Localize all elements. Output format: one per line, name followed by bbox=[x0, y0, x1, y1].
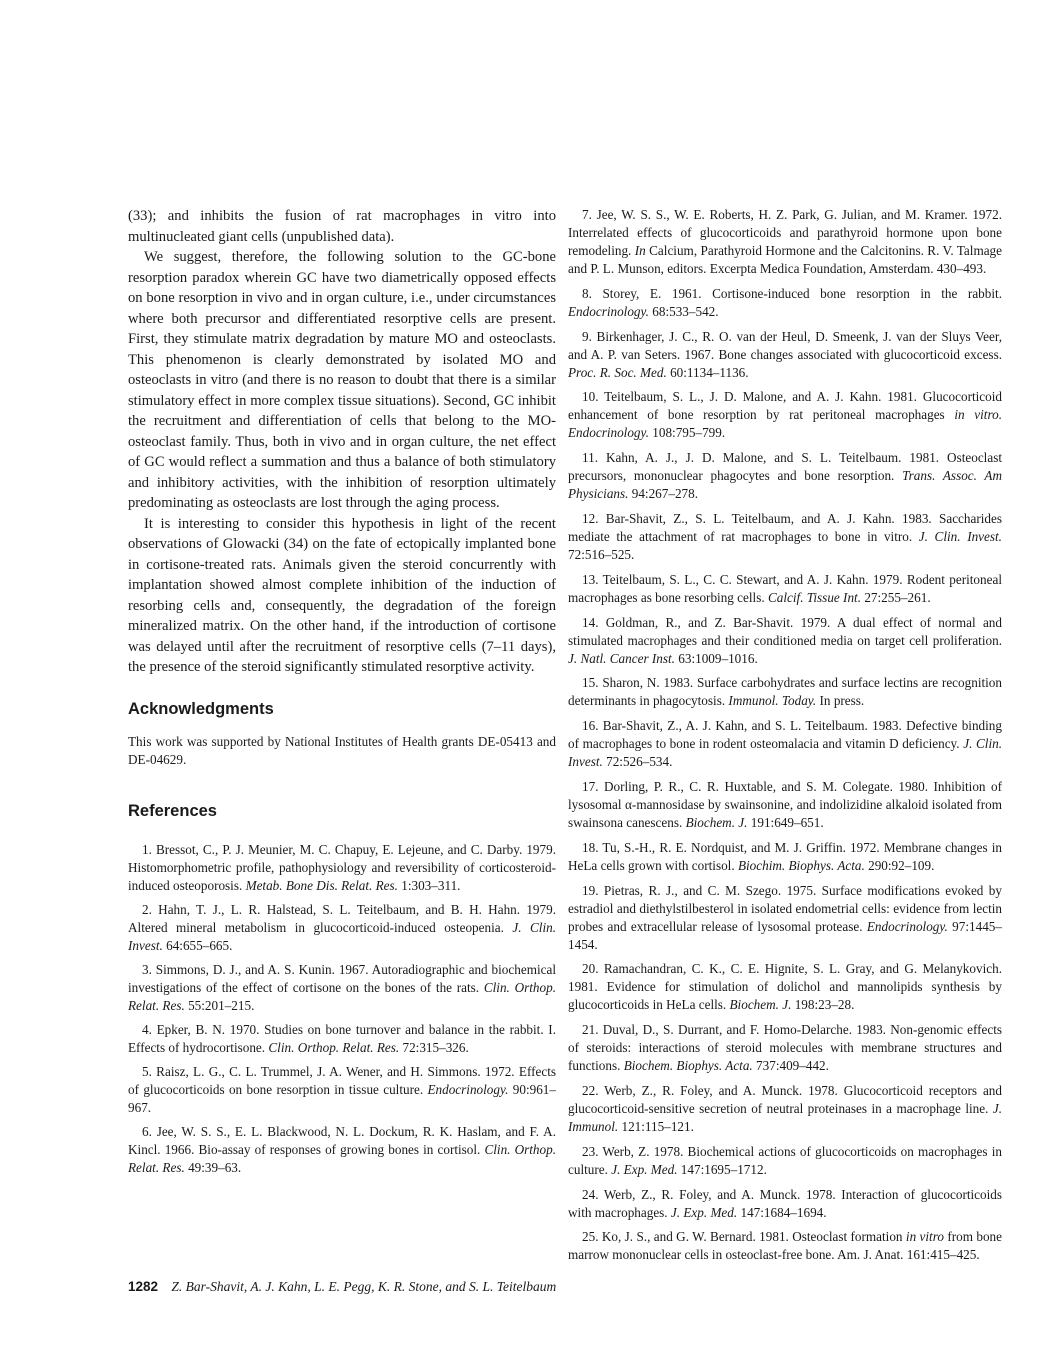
reference-item: 20. Ramachandran, C. K., C. E. Hignite, S. L. Gray, and G. Melanykovich. 1981. Evidence for stimulation of dolichol and mannolipids synthesis by glucocorticoids in HeLa cells. Biochem. J. 198:23–28. bbox=[568, 961, 1002, 1013]
reference-item: 6. Jee, W. S. S., E. L. Blackwood, N. L. Dockum, R. K. Haslam, and F. A. Kincl. 1966. Bio-assay of responses of growing bones in cortisol. Clin. Orthop. Relat. Res. 49:39–63. bbox=[128, 1124, 556, 1176]
reference-item: 7. Jee, W. S. S., W. E. Roberts, H. Z. Park, G. Julian, and M. Kramer. 1972. Interrelated effects of glucocorticoids and parathyroid hormone upon bone remodeling. In Calcium, Parathyroid Hormone and the Calcitonins. R. V. Talmage and P. L. Munson, editors. Excerpta Medica Foundation, Amsterdam. 430–493. bbox=[568, 207, 1002, 276]
reference-item: 13. Teitelbaum, S. L., C. C. Stewart, and A. J. Kahn. 1979. Rodent peritoneal macrophages as bone resorbing cells. Calcif. Tissue Int. 27:255–261. bbox=[568, 571, 1002, 605]
left-column bbox=[128, 206, 556, 1184]
reference-item: 10. Teitelbaum, S. L., J. D. Malone, and A. J. Kahn. 1981. Glucocorticoid enhancement of bone resorption by rat peritoneal macrophages in vitro. Endocrinology. 108:795–799. bbox=[568, 389, 1002, 441]
reference-item: 3. Simmons, D. J., and A. S. Kunin. 1967. Autoradiographic and biochemical investigations of the effect of cortisone on the bones of the rats. Clin. Orthop. Relat. Res. 55:201–215. bbox=[128, 961, 556, 1013]
reference-item: 14. Goldman, R., and Z. Bar-Shavit. 1979. A dual effect of normal and stimulated macrophages and their conditioned media on target cell proliferation. J. Natl. Cancer Inst. 63:1009–1016. bbox=[568, 614, 1002, 666]
body-paragraph: It is interesting to consider this hypothesis in light of the recent observations of Glowacki (34) on the fate of ectopically implanted bone in cortisone-treated rats. Animals given the steroid concurrently with implantation showed almost complete inhibition of the induction of resorbing cells and, consequently, the degradation of the foreign mineralized matrix. On the other hand, if the introduction of cortisone was delayed until after the recruitment of resorptive cells (7–11 days), the presence of the steroid significantly stimulated resorptive activity. bbox=[128, 515, 556, 675]
acknowledgments-text: This work was supported by National Institutes of Health grants DE-05413 and DE-04629. bbox=[128, 733, 556, 767]
reference-item: 1. Bressot, C., P. J. Meunier, M. C. Chapuy, E. Lejeune, and C. Darby. 1979. Histomorphometric profile, pathophysiology and reversibility of corticosteroid-induced osteoporosis. Metab. Bone Dis. Relat. Res. 1:303–311. bbox=[128, 841, 556, 893]
body-paragraph: We suggest, therefore, the following solution to the GC-bone resorption paradox wherein GC have two diametrically opposed effects on bone resorption in vivo and in organ culture, i.e., under circumstances where both precursor and differentiated resorptive cells are present. First, they stimulate matrix degradation by mature MO and osteoclasts. This phenomenon is clearly demonstrated by isolated MO and osteoclasts in vitro (and there is no reason to doubt that there is a similar stimulatory effect in more complex tissue situations). Second, GC inhibit the recruitment and differentiation of cells that belong to the MO-osteoclast family. Thus, both in vivo and in organ culture, the net effect of GC would reflect a summation and thus a balance of both stimulatory and inhibitory activities, with the inhibition of resorption ultimately predominating as osteoclasts are lost through the aging process. bbox=[128, 249, 556, 511]
body-paragraph: (33); and inhibits the fusion of rat macrophages in vitro into multinucleated giant cells (unpublished data). bbox=[128, 208, 556, 245]
reference-item: 22. Werb, Z., R. Foley, and A. Munck. 1978. Glucocorticoid receptors and glucocorticoid-sensitive secretion of neutral proteinases in a macrophage line. J. Immunol. 121:115–121. bbox=[568, 1082, 1002, 1134]
reference-item: 16. Bar-Shavit, Z., A. J. Kahn, and S. L. Teitelbaum. 1983. Defective binding of macrophages to bone in rodent osteomalacia and vitamin D deficiency. J. Clin. Invest. 72:526–534. bbox=[568, 718, 1002, 770]
reference-item: 2. Hahn, T. J., L. R. Halstead, S. L. Teitelbaum, and B. H. Hahn. 1979. Altered mineral metabolism in glucocorticoid-induced osteopenia. J. Clin. Invest. 64:655–665. bbox=[128, 901, 556, 953]
reference-item: 9. Birkenhager, J. C., R. O. van der Heul, D. Smeenk, J. van der Sluys Veer, and A. P. van Seters. 1967. Bone changes associated with glucocorticoid excess. Proc. R. Soc. Med. 60:1134–1136. bbox=[568, 328, 1002, 380]
references-heading: References bbox=[128, 801, 217, 820]
reference-item: 5. Raisz, L. G., C. L. Trummel, J. A. Wener, and H. Simmons. 1972. Effects of glucocorticoids on bone resorption in tissue culture. Endocrinology. 90:961–967. bbox=[128, 1064, 556, 1116]
reference-item: 8. Storey, E. 1961. Cortisone-induced bone resorption in the rabbit. Endocrinology. 68:533–542. bbox=[568, 285, 1002, 319]
reference-item: 12. Bar-Shavit, Z., S. L. Teitelbaum, and A. J. Kahn. 1983. Saccharides mediate the attachment of rat macrophages to bone in vitro. J. Clin. Invest. 72:516–525. bbox=[568, 510, 1002, 562]
reference-list-left bbox=[128, 841, 556, 1178]
reference-item: 23. Werb, Z. 1978. Biochemical actions of glucocorticoids on macrophages in culture. J. Exp. Med. 147:1695–1712. bbox=[568, 1143, 1002, 1177]
reference-list-right bbox=[568, 206, 1002, 1264]
reference-item: 17. Dorling, P. R., C. R. Huxtable, and S. M. Colegate. 1980. Inhibition of lysosomal α-mannosidase by swainsonine, and indolizidine alkaloid isolated from swainsona canescens. Biochem. J. 191:649–651. bbox=[568, 778, 1002, 830]
reference-item: 4. Epker, B. N. 1970. Studies on bone turnover and balance in the rabbit. I. Effects of hydrocortisone. Clin. Orthop. Relat. Res. 72:315–326. bbox=[128, 1022, 556, 1056]
reference-item: 24. Werb, Z., R. Foley, and A. Munck. 1978. Interaction of glucocorticoids with macrophages. J. Exp. Med. 147:1684–1694. bbox=[568, 1186, 1002, 1220]
reference-item: 21. Duval, D., S. Durrant, and F. Homo-Delarche. 1983. Non-genomic effects of steroids: interactions of steroid molecules with membrane structures and functions. Biochem. Biophys. Acta. 737:409–442. bbox=[568, 1022, 1002, 1074]
page-number: 1282 bbox=[128, 1279, 159, 1294]
reference-item: 25. Ko, J. S., and G. W. Bernard. 1981. Osteoclast formation in vitro from bone marrow mononuclear cells in osteoclast-free bone. Am. J. Anat. 161:415–425. bbox=[568, 1229, 1002, 1263]
page-footer bbox=[128, 1279, 556, 1295]
reference-item: 19. Pietras, R. J., and C. M. Szego. 1975. Surface modifications evoked by estradiol and diethylstilbesterol in isolated endometrial cells: evidence from lectin probes and extracellular release of lysosomal protease. Endocrinology. 97:1445–1454. bbox=[568, 882, 1002, 952]
right-column bbox=[568, 206, 1002, 1271]
running-authors: Z. Bar-Shavit, A. J. Kahn, L. E. Pegg, K. R. Stone, and S. L. Teitelbaum bbox=[171, 1279, 557, 1294]
acknowledgments-heading: Acknowledgments bbox=[128, 699, 274, 718]
reference-item: 11. Kahn, A. J., J. D. Malone, and S. L. Teitelbaum. 1981. Osteoclast precursors, mononuclear phagocytes and bone resorption. Trans. Assoc. Am Physicians. 94:267–278. bbox=[568, 450, 1002, 502]
reference-item: 18. Tu, S.-H., R. E. Nordquist, and M. J. Griffin. 1972. Membrane changes in HeLa cells grown with cortisol. Biochim. Biophys. Acta. 290:92–109. bbox=[568, 839, 1002, 873]
reference-item: 15. Sharon, N. 1983. Surface carbohydrates and surface lectins are recognition determinants in phagocytosis. Immunol. Today. In press. bbox=[568, 675, 1002, 709]
